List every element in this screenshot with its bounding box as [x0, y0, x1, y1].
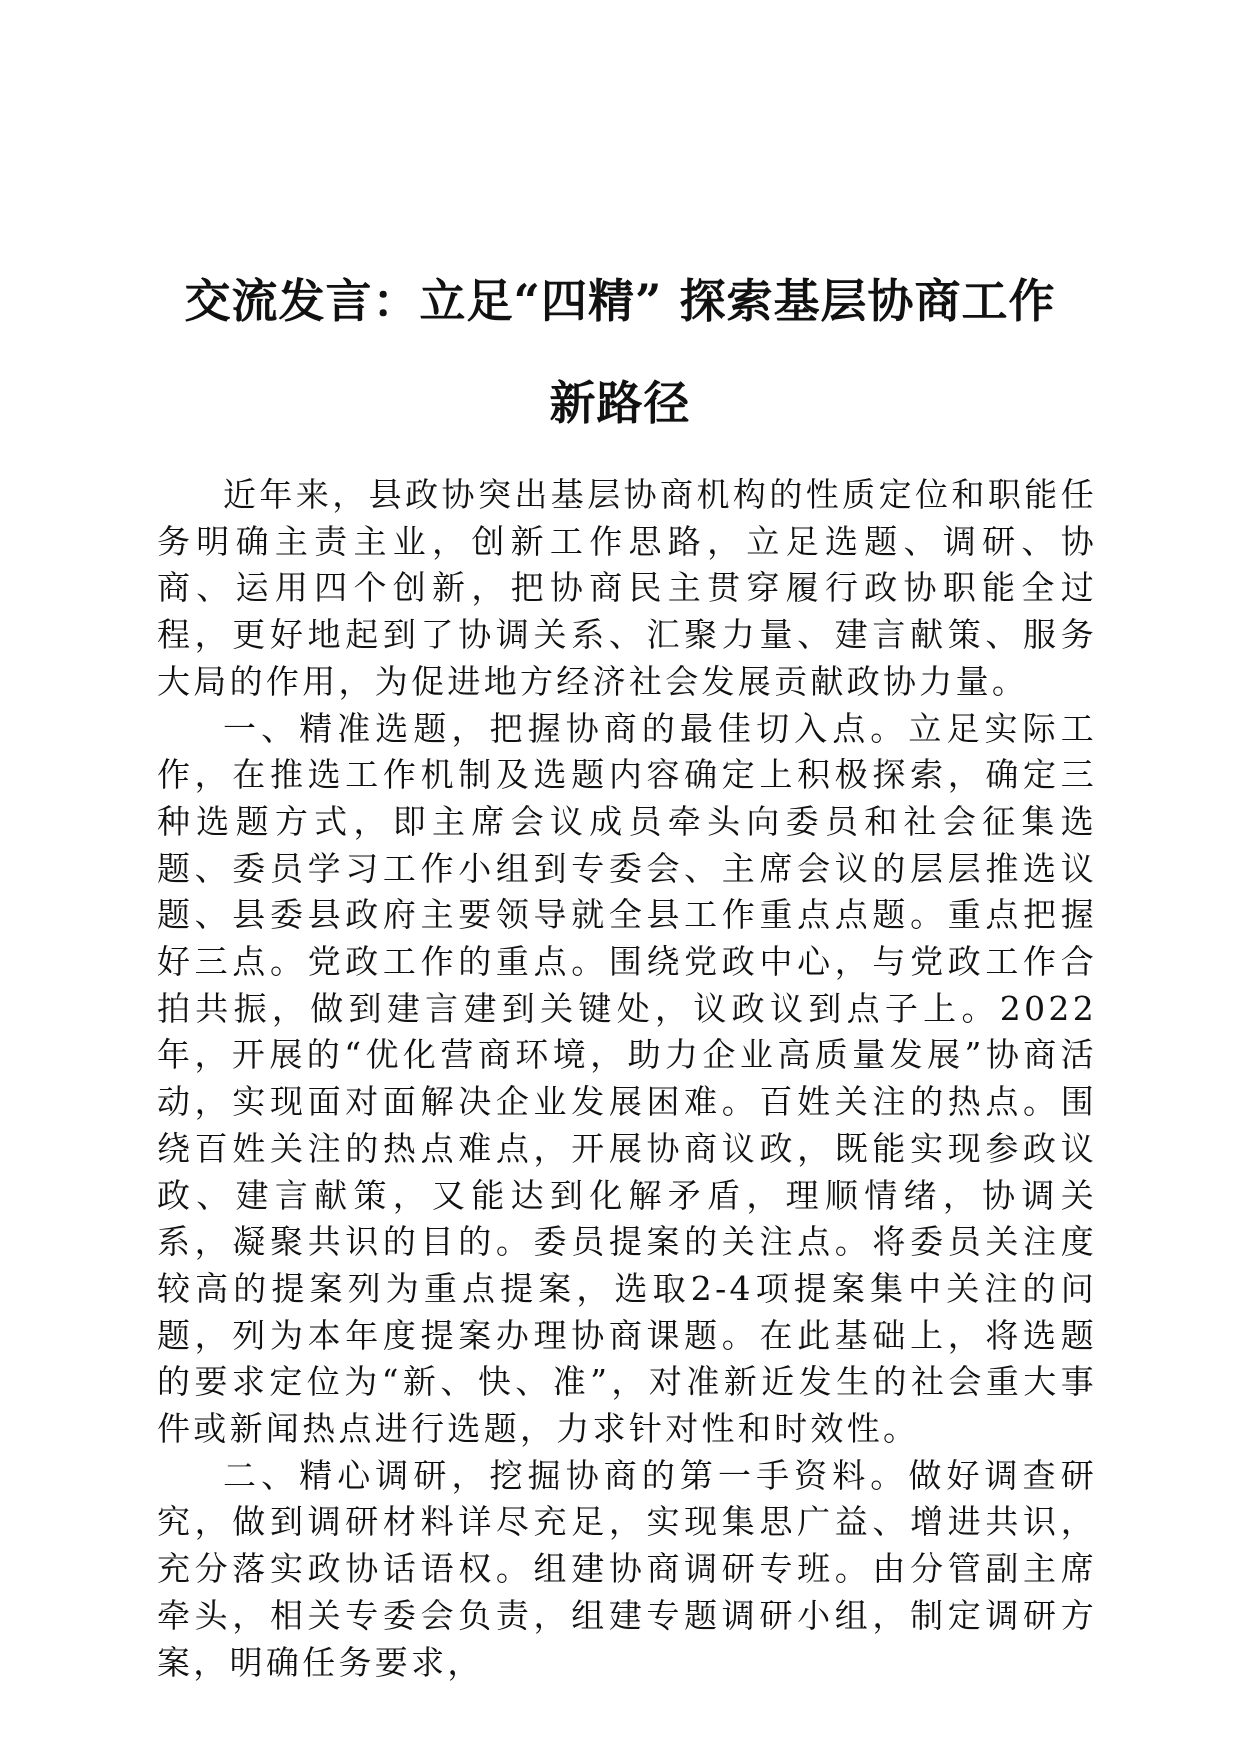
document-body [157, 472, 1097, 1686]
paragraph-intro: 近年来，县政协突出基层协商机构的性质定位和职能任务明确主责主业，创新工作思路，立足选题、调研、协商、运用四个创新，把协商民主贯穿履行政协职能全过程，更好地起到了协调关系、汇聚力量、建言献策、服务大局的作用，为促进地方经济社会发展贡献政协力量。 [157, 475, 1097, 701]
document-title [150, 250, 1090, 454]
paragraph-section-1: 一、精准选题，把握协商的最佳切入点。立足实际工作，在推选工作机制及选题内容确定上积极探索，确定三种选题方式，即主席会议成员牵头向委员和社会征集选题、委员学习工作小组到专委会、主席会议的层层推选议题、县委县政府主要领导就全县工作重点点题。重点把握好三点。党政工作的重点。围绕党政中心，与党政工作合拍共振，做到建言建到关键处，议政议到点子上。2022年，开展的“优化营商环境，助力企业高质量发展”协商活动，实现面对面解决企业发展困难。百姓关注的热点。围绕百姓关注的热点难点，开展协商议政，既能实现参政议政、建言献策，又能达到化解矛盾，理顺情绪，协调关系，凝聚共识的目的。委员提案的关注点。将委员关注度较高的提案列为重点提案，选取2-4项提案集中关注的问题，列为本年度提案办理协商课题。在此基础上，将选题的要求定位为“新、快、准”，对准新近发生的社会重大事件或新闻热点进行选题，力求针对性和时效性。 [157, 708, 1097, 1449]
paragraph-section-2: 二、精心调研，挖掘协商的第一手资料。做好调查研究，做到调研材料详尽充足，实现集思广益、增进共识，充分落实政协话语权。组建协商调研专班。由分管副主席牵头，相关专委会负责，组建专题调研小组，制定调研方案，明确任务要求， [157, 1455, 1097, 1682]
title-line-2: 新路径 [549, 376, 691, 430]
title-line-1: 交流发言：立足“四精” 探索基层协商工作 [184, 274, 1056, 328]
